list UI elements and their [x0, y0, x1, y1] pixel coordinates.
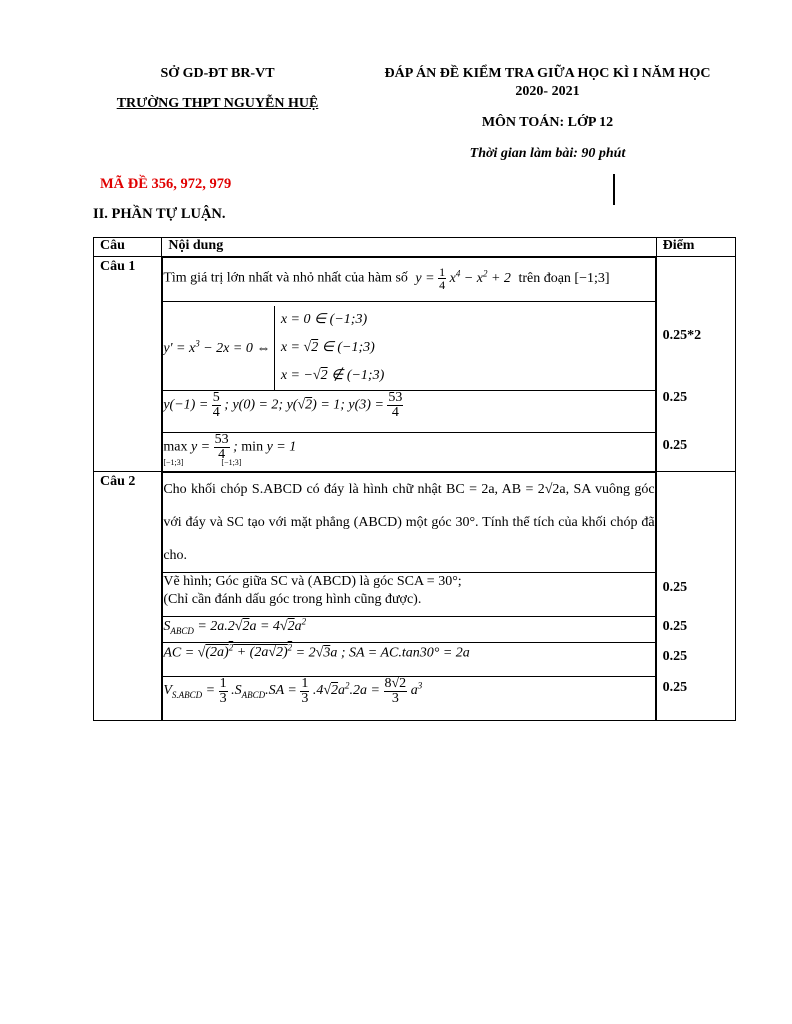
q1-step-values: y(−1) = $\frac{5}{4}$ ; y(0) = 2; y(√2) = 1; y(3) = $\frac{53}{4}$: [163, 391, 655, 433]
question-row-2: [94, 471, 736, 721]
exam-title-line2: 2020- 2021: [515, 84, 580, 99]
score: 0.25: [662, 618, 688, 634]
exam-title-line1: ĐÁP ÁN ĐỀ KIỂM TRA GIỮA HỌC KÌ I NĂM HỌC: [384, 66, 711, 81]
q2-step-base-area: $S_{ABCD} = 2a.2√2a = 4√2a^2$: [163, 616, 655, 642]
q2-step-volume: $V_{S.ABCD}$ = $\frac{1}{3}$ $.S_{ABCD}.SA$ = $\frac{1}{3}$ $.4√2a^2.2a$ = $\frac{8√2}{3}$ $a^3$: [163, 676, 655, 720]
score: 0.25: [662, 438, 688, 453]
question-label: Câu 2: [94, 471, 162, 721]
subject-title: MÔN TOÁN: LỚP 12: [481, 115, 614, 130]
score: 0.25*2: [662, 328, 702, 343]
q1-step-derivative: $y' = x^3 - 2x = 0$ ⇔ x = 0 ∈ (−1;3) x = √2 ∈ (−1;3) x = −√2 ∉ (−1;3): [163, 302, 655, 391]
score: 0.25: [662, 579, 688, 595]
score: 0.25: [662, 648, 688, 664]
q1-step-result: max y = $\frac{53}{4}$ ; min y = 1 [−1;3] [−1;3]: [163, 433, 655, 471]
question-label: Câu 1: [94, 257, 162, 472]
school-name: TRƯỜNG THPT NGUYỄN HUỆ: [116, 96, 319, 111]
col-header-content: Nội dung: [162, 238, 656, 257]
q2-step-figure: Vẽ hình; Góc giữa SC và (ABCD) là góc SCA = 30°; (Chỉ cần đánh dấu góc trong hình cũng được).: [163, 572, 655, 616]
text-cursor: [613, 174, 615, 205]
table-header-row: [94, 238, 736, 257]
question-row-1: [94, 257, 736, 472]
answer-table: [93, 237, 736, 721]
q2-step-height: AC = $√(2a)^2 + (2a√2)^2 = 2√3a$ ; SA = AC.tan30° = 2a: [163, 642, 655, 676]
col-header-score: Điểm: [656, 238, 735, 257]
q1-prompt: Tìm giá trị lớn nhất và nhỏ nhất của hàm số y = $\frac{1}{4}$ $x^4 - x^2 + 2$ trên đoạn [−1;3]: [163, 258, 655, 302]
score: 0.25: [662, 390, 688, 405]
exam-codes: MÃ ĐỀ 356, 972, 979: [100, 176, 232, 192]
score: 0.25: [662, 679, 688, 695]
q1-prompt-text: Tìm giá trị lớn nhất và nhỏ nhất của hàm số: [163, 270, 408, 286]
q2-prompt: Cho khối chóp S.ABCD có đáy là hình chữ nhật BC = 2a, AB = 2√2a, SA vuông góc với đáy và SC tạo với mặt phẳng (ABCD) một góc 30°. Tính thể tích của khối chóp đã cho.: [163, 472, 655, 572]
department-name: SỞ GD-ĐT BR-VT: [160, 66, 275, 81]
section-title: II. PHẦN TỰ LUẬN.: [93, 206, 226, 222]
col-header-question: Câu: [94, 238, 162, 257]
time-allowed: Thời gian làm bài: 90 phút: [469, 146, 626, 161]
